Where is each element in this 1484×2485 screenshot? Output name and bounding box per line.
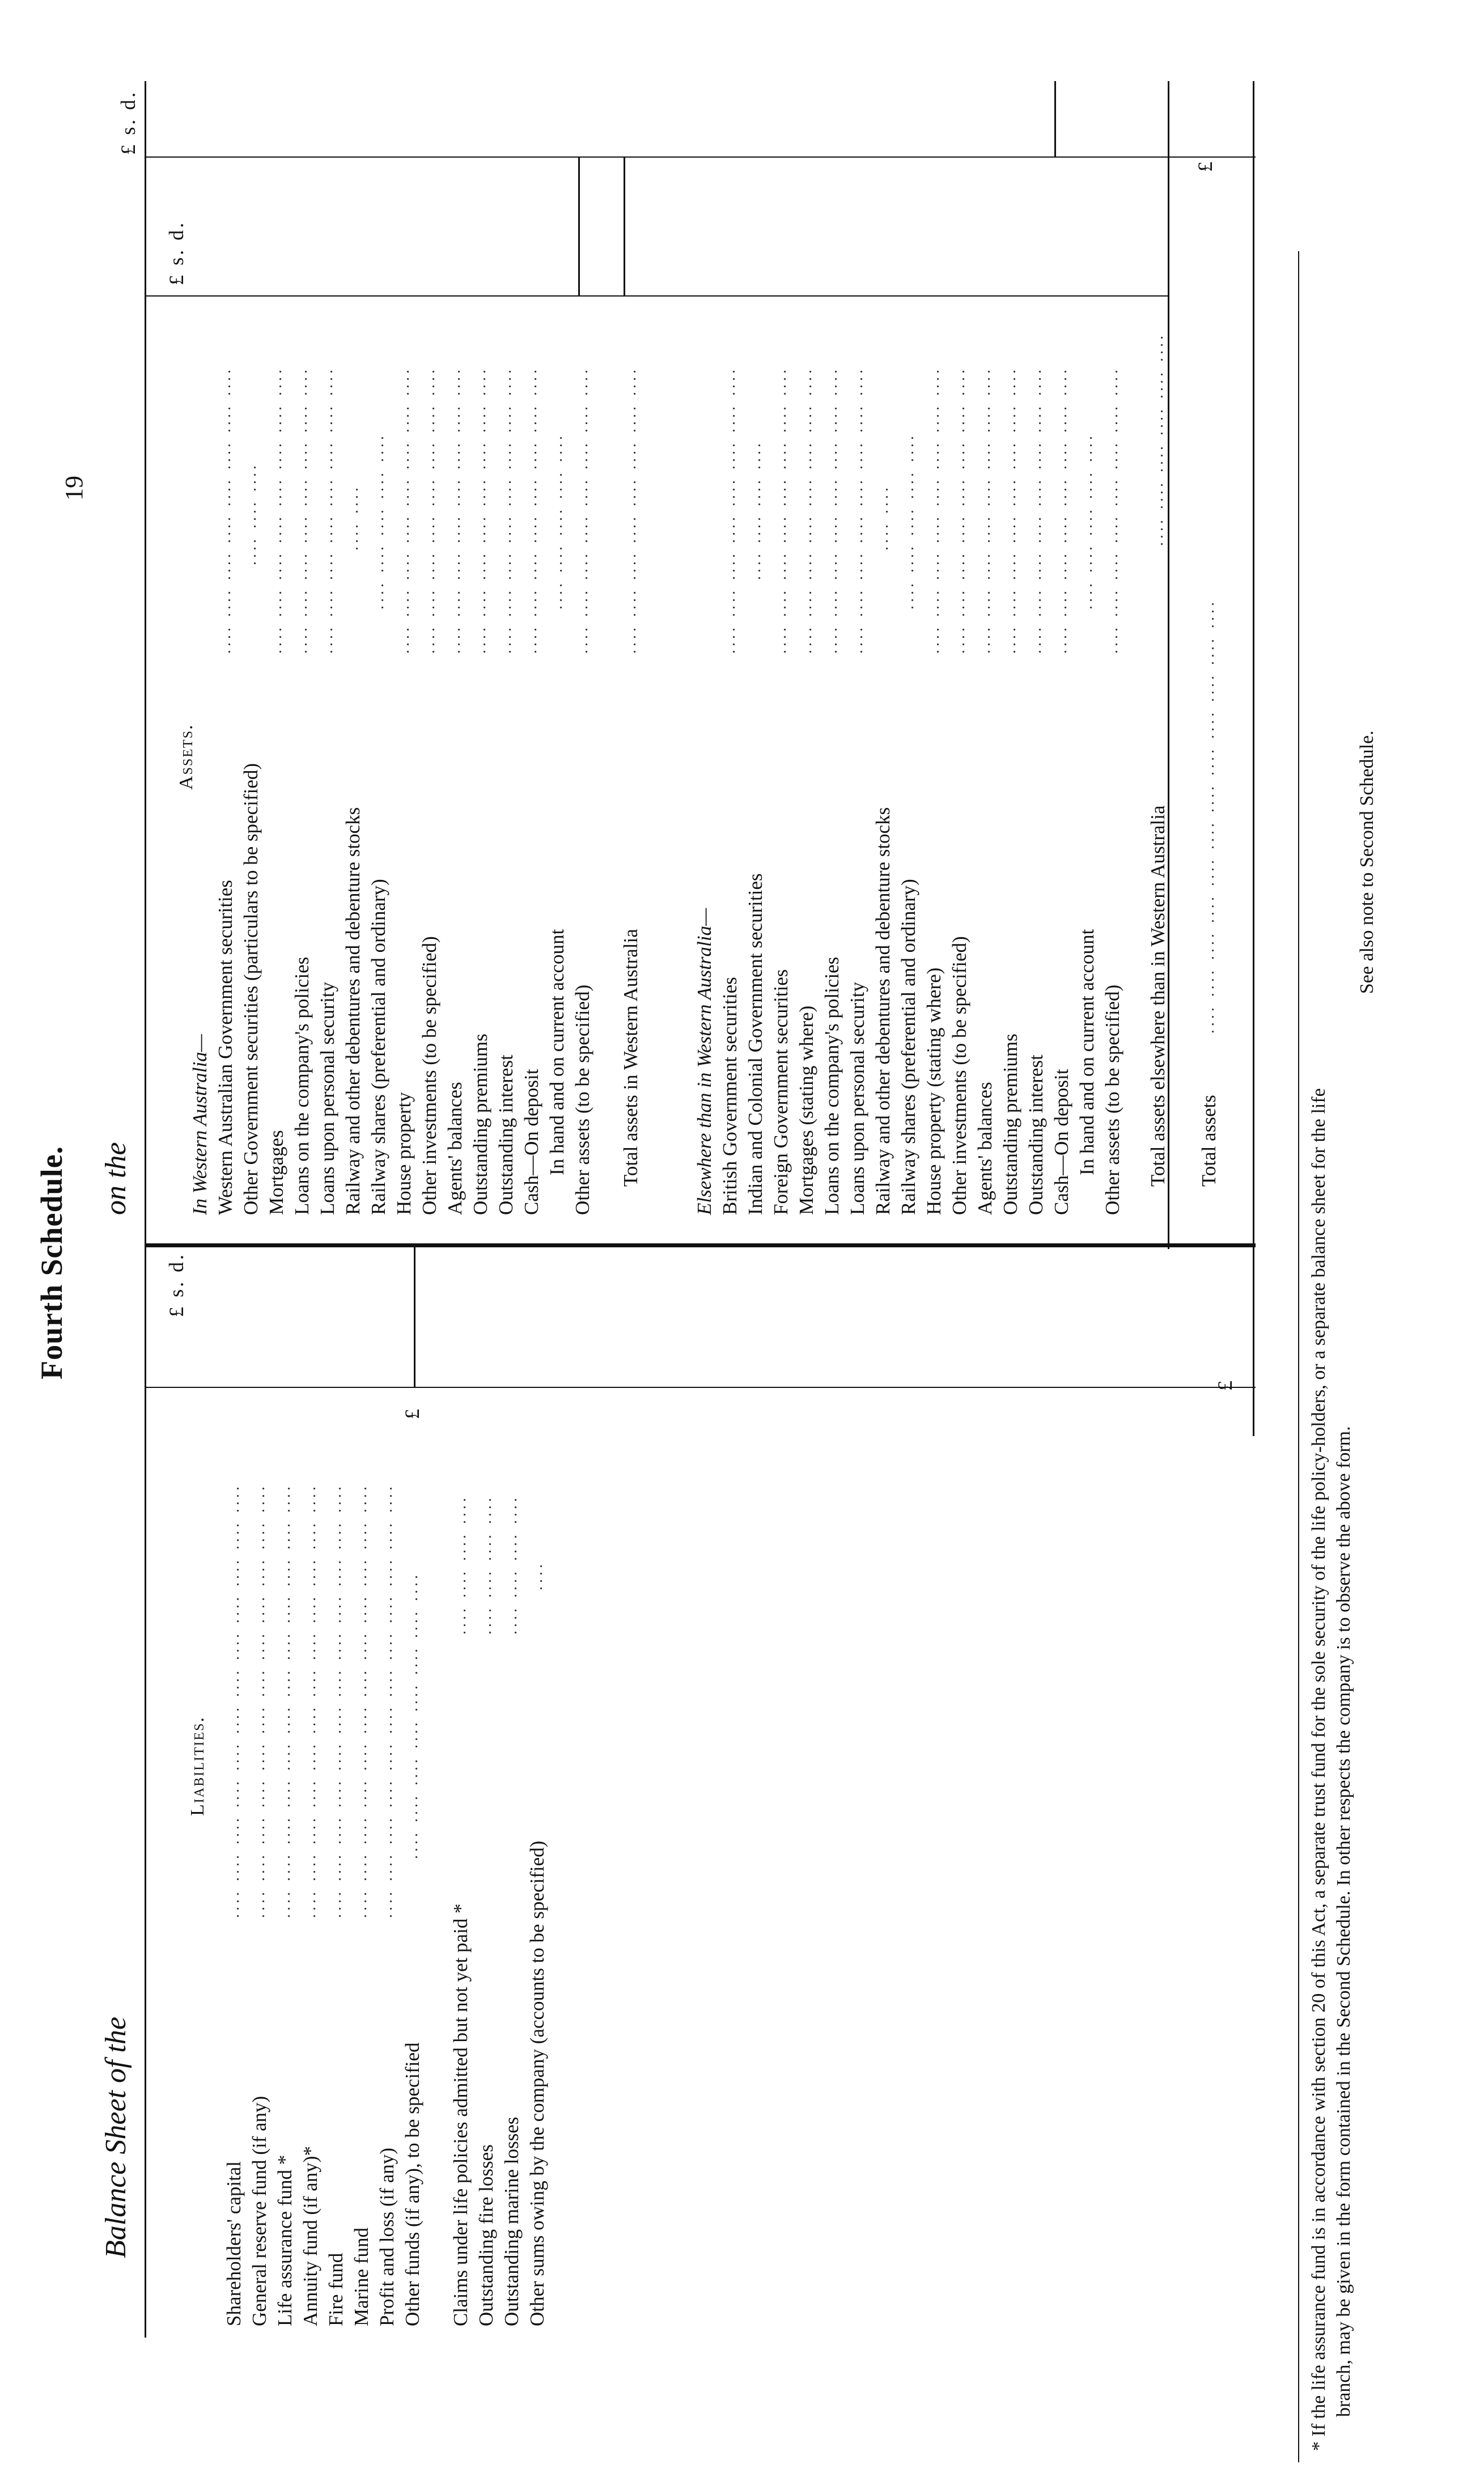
assets-heading: Assets.	[176, 723, 197, 790]
top-rule	[145, 81, 146, 2338]
wa-leaders: .... .... .... .... .... .... .... .... .... .... .... .... .... .... .... .... .... .... .... .... .... .... .... .... .... .... .... .... .... .... .... .... .... .... .... .... .... .... .... .... .... .... .... .... .... .... .... .... .... .... .... .... .... .... .... .... .... .... .... .... .... .... .... .... .... .... .... .... .... .... .... .... .... .... .... .... .... .... .... .... .... .... .... .... .... .... .... .... .... .... .... .... .... .... .... .... .... .... .... .... .... .... ....	[217, 366, 591, 654]
footnote-line-2: branch, may be given in the form contained in the Second Schedule. In other respects the company is to observe the above form.	[1333, 1426, 1354, 2417]
liability-row: Claims under life policies admitted but not yet paid *	[450, 1903, 472, 2326]
asset-row: Outstanding premiums	[469, 1034, 491, 1215]
asset-row: Loans on the company's policies	[821, 956, 843, 1215]
liability-row: Profit and loss (if any)	[376, 2148, 398, 2326]
elsewhere-leaders: .... .... .... .... .... .... .... .... .... .... .... .... .... .... .... .... .... .... .... .... .... .... .... .... .... .... .... .... .... .... .... .... .... .... .... .... .... .... .... .... .... .... .... .... .... .... .... .... .... .... .... .... .... .... .... .... .... .... .... .... .... .... .... .... .... .... .... .... .... .... .... .... .... .... .... .... .... .... .... .... .... .... .... .... .... .... .... .... .... .... .... .... .... .... .... .... .... .... .... .... .... .... .... .... .... .... .... .... .... .... .... ....	[721, 366, 1121, 654]
assets-outer-col-left	[145, 156, 1256, 158]
liability-row: Life assurance fund *	[274, 2154, 296, 2326]
assets-lsd-header-1: £ s. d.	[165, 220, 188, 285]
on-the-label: on the	[100, 1142, 132, 1215]
asset-row: Loans on the company's policies	[291, 956, 313, 1215]
asset-row: Outstanding interest	[495, 1055, 517, 1215]
grand-total-leaders: .... .... .... .... .... .... .... .... .... .... .... ....	[1200, 599, 1218, 1034]
assets-wa-subtotal-rule	[578, 158, 580, 297]
asset-row: Railway shares (preferential and ordinary)	[367, 879, 389, 1215]
asset-row: House property (stating where)	[923, 967, 945, 1215]
schedule-title: Fourth Schedule.	[35, 1145, 69, 1379]
liability-row: Marine fund	[350, 2228, 372, 2326]
asset-row: Western Australian Government securities	[214, 879, 236, 1215]
elsewhere-heading: Elsewhere than in Western Australia—	[693, 908, 715, 1215]
asset-row: House property	[393, 1092, 415, 1215]
asset-row: Cash—On deposit	[520, 1069, 542, 1215]
footnote-rule	[1298, 251, 1299, 2462]
asset-row: British Government securities	[719, 977, 741, 1215]
year-field: 19	[60, 476, 88, 501]
liability-row: General reserve fund (if any)	[248, 2095, 270, 2326]
wa-total-label: Total assets in Western Australia	[620, 929, 642, 1187]
wa-total-leaders: .... .... .... .... .... .... .... ....	[622, 366, 639, 654]
asset-row: Outstanding interest	[1025, 1055, 1047, 1215]
liabilities-total-pound: £	[1214, 1381, 1236, 1391]
liability-row: Outstanding marine losses	[501, 2116, 523, 2326]
asset-row: Other investments (to be specified)	[948, 936, 970, 1215]
asset-row: Cash—On deposit	[1050, 1069, 1072, 1215]
asset-row: Mortgages	[265, 1130, 287, 1215]
assets-inner-col-left	[145, 295, 1168, 297]
asset-row: Other assets (to be specified)	[571, 984, 593, 1215]
assets-wa-subtotal-rule-2	[624, 158, 625, 297]
footnote-line-1: * If the life assurance fund is in accordance with section 20 of this Act, a separate trust fund for the sole security of the life policy-holders, or a separate balance sheet for the life	[1308, 1088, 1329, 2451]
assets-lsd-header-2: £ s. d.	[117, 90, 139, 155]
asset-row: Railway and other debentures and debenture stocks	[872, 807, 894, 1215]
asset-row: Agents' balances	[974, 1082, 996, 1215]
wa-heading: In Western Australia—	[189, 1034, 211, 1215]
liabilities-group-2	[448, 1841, 550, 2326]
asset-row: Outstanding premiums	[999, 1034, 1021, 1215]
liabilities-leaders-1: .... .... .... .... .... .... .... .... .... .... .... .... .... .... .... .... .... .... .... .... .... .... .... .... .... .... .... .... .... .... .... .... .... .... .... .... .... .... .... .... .... .... .... .... .... .... .... .... .... .... .... .... .... .... .... .... .... .... .... .... .... .... .... .... .... .... .... .... .... .... .... .... .... .... .... .... .... .... .... .... .... .... .... .... .... .... .... .... .... .... .... ....	[225, 1483, 421, 1918]
liability-row: Shareholders' capital	[223, 2161, 245, 2326]
asset-row: In hand and on current account	[1076, 929, 1098, 1175]
asset-row: Loans upon personal security	[316, 981, 338, 1215]
asset-row: In hand and on current account	[546, 929, 568, 1175]
grand-total-label: Total assets	[1198, 1095, 1220, 1187]
assets-total-pound: £	[1194, 162, 1216, 172]
liabilities-amount-rule	[145, 1387, 1256, 1388]
asset-row: Agents' balances	[444, 1082, 466, 1215]
elsewhere-total-leaders: .... .... .... .... .... ....	[1149, 332, 1167, 546]
liabilities-group-1	[221, 2042, 425, 2326]
asset-row: Other assets (to be specified)	[1101, 984, 1123, 1215]
liabilities-leaders-2: .... .... .... .... .... .... .... .... .... .... .... .... ....	[452, 1495, 546, 1635]
asset-row: Loans upon personal security	[846, 981, 868, 1215]
liability-row: Annuity fund (if any)*	[299, 2146, 321, 2326]
balance-sheet-label: Balance Sheet of the	[100, 2017, 132, 2258]
asset-row: Railway shares (preferential and ordinary)	[897, 879, 919, 1215]
assets-outer-subtotal-rule	[1054, 81, 1056, 158]
elsewhere-total-label: Total assets elsewhere than in Western Australia	[1147, 805, 1169, 1187]
asset-row: Foreign Government securities	[770, 969, 792, 1215]
liability-row: Other sums owing by the company (accounts to be specified)	[526, 1840, 548, 2326]
asset-row: Indian and Colonial Government securities	[744, 873, 766, 1215]
wa-items	[213, 763, 595, 1215]
elsewhere-items	[717, 807, 1125, 1215]
liabilities-heading: Liabilities.	[187, 1716, 208, 1816]
asset-row: Railway and other debentures and debenture stocks	[342, 807, 364, 1215]
asset-row: Mortgages (stating where)	[795, 1005, 817, 1215]
liability-row: Outstanding fire losses	[475, 2144, 497, 2326]
bottom-rule	[1253, 81, 1254, 1436]
center-divider	[145, 1243, 1256, 1247]
liabilities-lsd-header: £ s. d.	[165, 1252, 188, 1317]
liability-row: Fire fund	[325, 2253, 347, 2326]
liability-row: Other funds (if any), to be specified	[401, 2042, 423, 2326]
asset-row: Other Government securities (particulars to be specified)	[240, 763, 262, 1215]
footnote-line-3: See also note to Second Schedule.	[1356, 730, 1377, 994]
liabilities-subtotal-pound: £	[401, 1409, 423, 1419]
asset-row: Other investments (to be specified)	[418, 936, 440, 1215]
liabilities-subtotal-rule	[414, 1246, 415, 1388]
